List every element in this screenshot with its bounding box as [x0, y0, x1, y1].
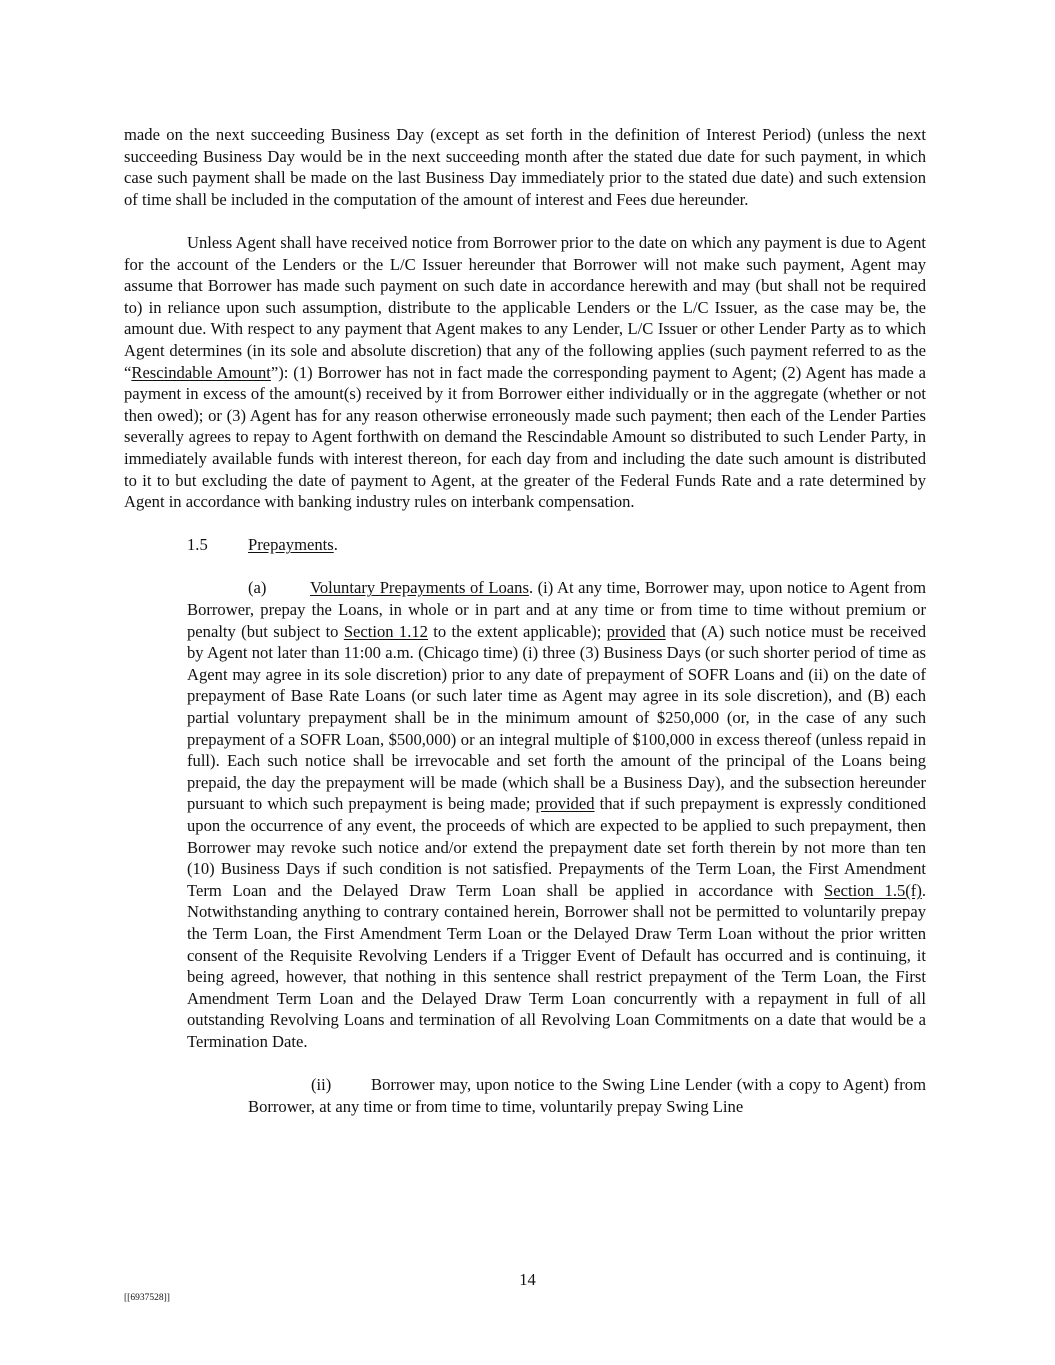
paragraph-continuation [124, 124, 926, 210]
paragraph-continuation-text: made on the next succeeding Business Day (except as set forth in the definition of Interest Period) (unless the next succeeding Business Day would be in the next succeeding month after the stated due date for such payment, in which case such payment shall be made on the last Business Day immediately prior to the stated due date) and such extension of time shall be included in the computation of the amount of interest and Fees due hereunder. [124, 125, 926, 209]
subsection-ii-swing-line [248, 1074, 926, 1117]
section-heading-prepayments [124, 534, 926, 556]
cross-reference-section-1-12: Section 1.12 [343, 621, 428, 641]
subsection-a-voluntary-prepayments [187, 577, 926, 1052]
subsection-text-1: . (i) At any time, Borrower may, upon notice to Agent from Borrower, prepay the Loans, in whole or in part and at any time or from time to time without premium or penalty (but subject to [187, 578, 926, 641]
section-title-suffix: . [333, 535, 338, 555]
paragraph-rescindable-amount [124, 232, 926, 513]
section-title: Prepayments [248, 535, 334, 555]
defined-term-rescindable-amount: Rescindable Amount [131, 362, 271, 382]
subsection-heading: Voluntary Prepayments of Loans [310, 578, 529, 598]
subsection-ii-label: (ii) [311, 1075, 332, 1095]
document-id: [[6937528]] [124, 1293, 170, 1303]
subsection-label: (a) [248, 578, 267, 598]
subsection-text-5: . Notwithstanding anything to contrary contained herein, Borrower shall not be permitted to voluntarily prepay the Term Loan, the First Amendment Term Loan or the Delayed Draw Term Loan without the prior written consent of the Requisite Revolving Lenders if a Trigger Event of Default has occurred and is continuing, it being agreed, however, that nothing in this sentence shall restrict prepayment of the Term Loan, the First Amendment Term Loan and the Delayed Draw Term Loan concurrently with a repayment in full of all outstanding Revolving Loans and termination of all Revolving Loan Commitments on a date that would be a Termination Date. [187, 880, 927, 1051]
provided-term-2: provided [535, 794, 595, 814]
section-number: 1.5 [187, 535, 208, 555]
paragraph-text-part2: ”): (1) Borrower has not in fact made the corresponding payment to Agent; (2) Agent has made a payment in excess of the amount(s) received by it from Borrower either individually or in the aggregate (whether or not then owed); or (3) Agent has for any reason otherwise erroneously made such payment; then each of the Lender Parties severally agrees to repay to Agent forthwith on demand the Rescindable Amount so distributed to such Lender Party, in immediately available funds with interest thereon, for each day from and including the date such amount is distributed to it to but excluding the date of payment to Agent, at the greater of the Federal Funds Rate and a rate determined by Agent in accordance with banking industry rules on interbank compensation. [124, 362, 926, 512]
subsection-ii-text: Borrower may, upon notice to the Swing Line Lender (with a copy to Agent) from Borrower, at any time or from time to time, voluntarily prepay Swing Line [248, 1075, 926, 1116]
cross-reference-section-1-5-f: Section 1.5(f) [824, 880, 922, 900]
paragraph-text-part1: Unless Agent shall have received notice from Borrower prior to the date on which any payment is due to Agent for the account of the Lenders or the L/C Issuer hereunder that Borrower will not make such payment, Agent may assume that Borrower has made such payment on such date in accordance herewith and may (but shall not be required to) in reliance upon such assumption, distribute to the applicable Lenders or the L/C Issuer, as the case may be, the amount due. With respect to any payment that Agent makes to any Lender, L/C Issuer or other Lender Party as to which Agent determines (in its sole and absolute discretion) that any of the following applies (such payment referred to as the “ [124, 232, 926, 382]
provided-term-1: provided [606, 621, 666, 641]
page-number: 14 [519, 1270, 536, 1289]
subsection-text-3: that (A) such notice must be received by Agent not later than 11:00 a.m. (Chicago time) (i) three (3) Business Days (or such shorter period of time as Agent may agree in its sole discretion) prior to any date of prepayment of SOFR Loans and (ii) on the date of prepayment of Base Rate Loans (or such later time as Agent may agree in its sole discretion), and (B) each partial voluntary prepayment shall be in the minimum amount of $250,000 (or, in the case of any such prepayment of a SOFR Loan, $500,000) or an integral multiple of $100,000 in excess thereof (unless repaid in full). Each such notice shall be irrevocable and set forth the amount of the principal of the Loans being prepaid, the day the prepayment will be made (which shall be a Business Day), and the subsection hereunder pursuant to which such prepayment is being made; [187, 621, 926, 814]
subsection-text-2: to the extent applicable); [427, 621, 607, 641]
subsection-text-4: that if such prepayment is expressly conditioned upon the occurrence of any event, the proceeds of which are expected to be applied to such prepayment, then Borrower may revoke such notice and/or extend the prepayment date set forth therein by not more than ten (10) Business Days if such condition is not satisfied. Prepayments of the Term Loan, the First Amendment Term Loan and the Delayed Draw Term Loan shall be applied in accordance with [187, 794, 926, 900]
document-page [124, 124, 926, 1117]
